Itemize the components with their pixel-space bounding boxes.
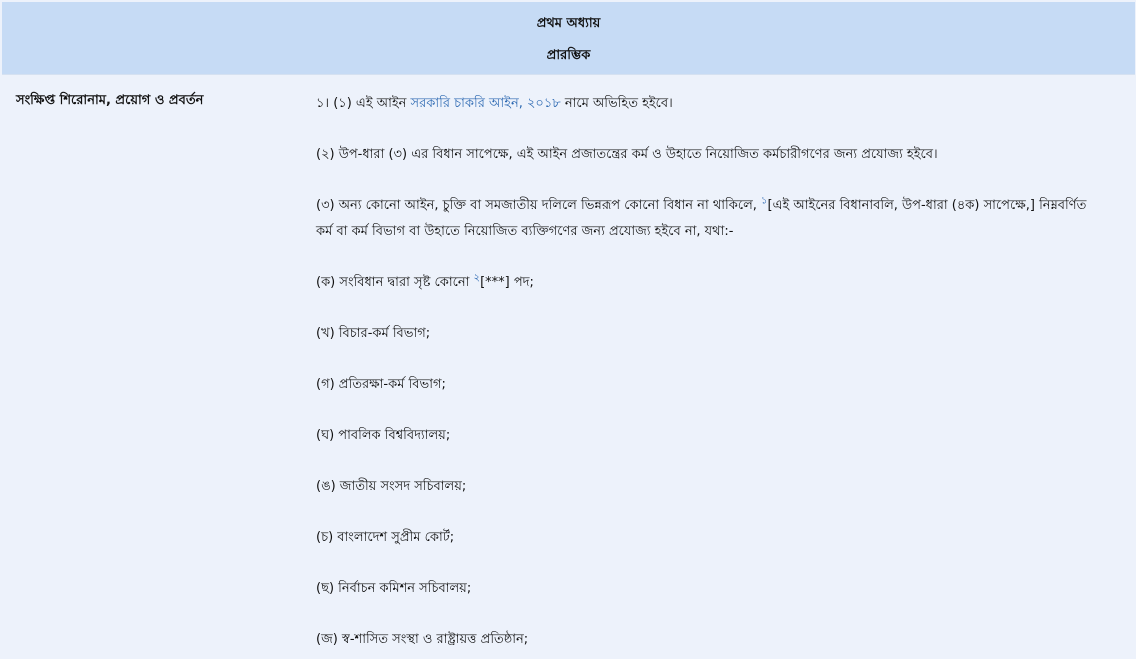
clause-kha: (খ) বিচার-কর্ম বিভাগ;: [316, 326, 431, 341]
clause-uma: (ঙ) জাতীয় সংসদ সচিবালয়;: [316, 479, 467, 494]
subsection-3-prefix: (৩) অন্য কোনো আইন, চুক্তি বা সমজাতীয় দলিলে ভিন্নরূপ কোনো বিধান না থাকিলে,: [316, 198, 762, 213]
clause-cha: (ছ) নির্বাচন কমিশন সচিবালয়;: [316, 581, 472, 596]
subsection-1: [316, 91, 1106, 117]
chapter-title: প্রথম অধ্যায়: [536, 16, 601, 31]
clause-ca: (চ) বাংলাদেশ সুপ্রীম কোর্ট;: [316, 530, 455, 545]
section-heading: সংক্ষিপ্ত শিরোনাম, প্রয়োগ ও প্রবর্তন: [16, 93, 204, 108]
footnote-1-link[interactable]: ১: [761, 195, 768, 207]
clause-ga: (গ) প্রতিরক্ষা-কর্ম বিভাগ;: [316, 377, 446, 392]
amendment-bracket-1: [এই আইনের বিধানাবলি, উপ-ধারা (৪ক) সাপেক্ষে,]: [767, 198, 1035, 213]
clause-ka: [316, 270, 1106, 296]
amendment-bracket-2: [***]: [480, 275, 510, 290]
subsection-1-prefix: ১। (১) এই আইন: [316, 96, 411, 111]
subsection-1-suffix: নামে অভিহিত হইবে।: [560, 96, 673, 111]
clause-ja: (জ) স্ব-শাসিত সংস্থা ও রাষ্ট্রায়ত্ত প্রতিষ্ঠান;: [316, 632, 529, 647]
section-body: [316, 91, 1106, 659]
section-content: [2, 74, 1135, 659]
chapter-subtitle: প্রারম্ভিক: [546, 48, 591, 63]
clause-ka-suffix: পদ;: [509, 275, 534, 290]
clause-gha: (ঘ) পাবলিক বিশ্ববিদ্যালয়;: [316, 428, 451, 443]
subsection-2: (২) উপ-ধারা (৩) এর বিধান সাপেক্ষে, এই আইন প্রজাতন্ত্রের কর্ম ও উহাতে নিয়োজিত কর্মচারীগণের জন্য প্রযোজ্য হইবে।: [316, 147, 938, 162]
chapter-header: [2, 2, 1135, 74]
clause-ka-prefix: (ক) সংবিধান দ্বারা সৃষ্ট কোনো: [316, 275, 474, 290]
subsection-3-suffix: নিম্নবর্ণিত কর্ম বা কর্ম বিভাগ বা উহাতে নিয়োজিত ব্যক্তিগণের জন্য প্রযোজ্য হইবে না, যথা:-: [316, 198, 1087, 239]
subsection-3: [316, 193, 1106, 245]
footnote-2-link[interactable]: ২: [473, 272, 481, 284]
act-title-link[interactable]: সরকারি চাকরি আইন, ২০১৮: [410, 96, 561, 111]
